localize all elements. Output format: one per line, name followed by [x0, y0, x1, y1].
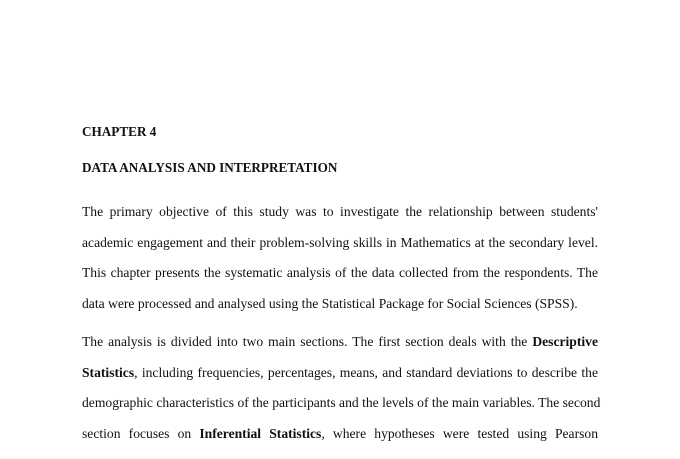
paragraph-line: This chapter presents the systematic analysis of the data collected from the respondents. The [82, 265, 598, 280]
paragraph-line: The primary objective of this study was to investigate the relationship between students' [82, 204, 598, 219]
bold-term-inferential: Inferential Statistics [199, 425, 322, 441]
paragraph-line: academic engagement and their problem-solving skills in Mathematics at the secondary level. [82, 234, 598, 250]
text-run: , where hypotheses were tested using Pearson [321, 425, 598, 441]
paragraph-line [82, 419, 598, 450]
paragraph-line: demographic characteristics of the participants and the levels of the main variables. The second [82, 395, 601, 410]
chapter-title: DATA ANALYSIS AND INTERPRETATION [82, 160, 338, 175]
paragraph-analysis [82, 327, 601, 449]
bold-term-statistics: Statistics [82, 364, 135, 380]
text-run: , including frequencies, percentages, means, and standard deviations to describe the [134, 364, 598, 380]
text-run: The analysis is divided into two main sections. The first section deals with the [82, 334, 533, 349]
bold-term-descriptive: Descriptive [532, 334, 598, 349]
paragraph-line [82, 327, 598, 358]
chapter-content [82, 123, 601, 457]
paragraph-line: data were processed and analysed using the Statistical Package for Social Sciences (SPSS). [82, 295, 578, 311]
paragraph-line [82, 358, 598, 389]
chapter-label: CHAPTER 4 [82, 124, 157, 139]
paragraph-objective [82, 197, 598, 319]
text-run: section focuses on [82, 425, 200, 441]
